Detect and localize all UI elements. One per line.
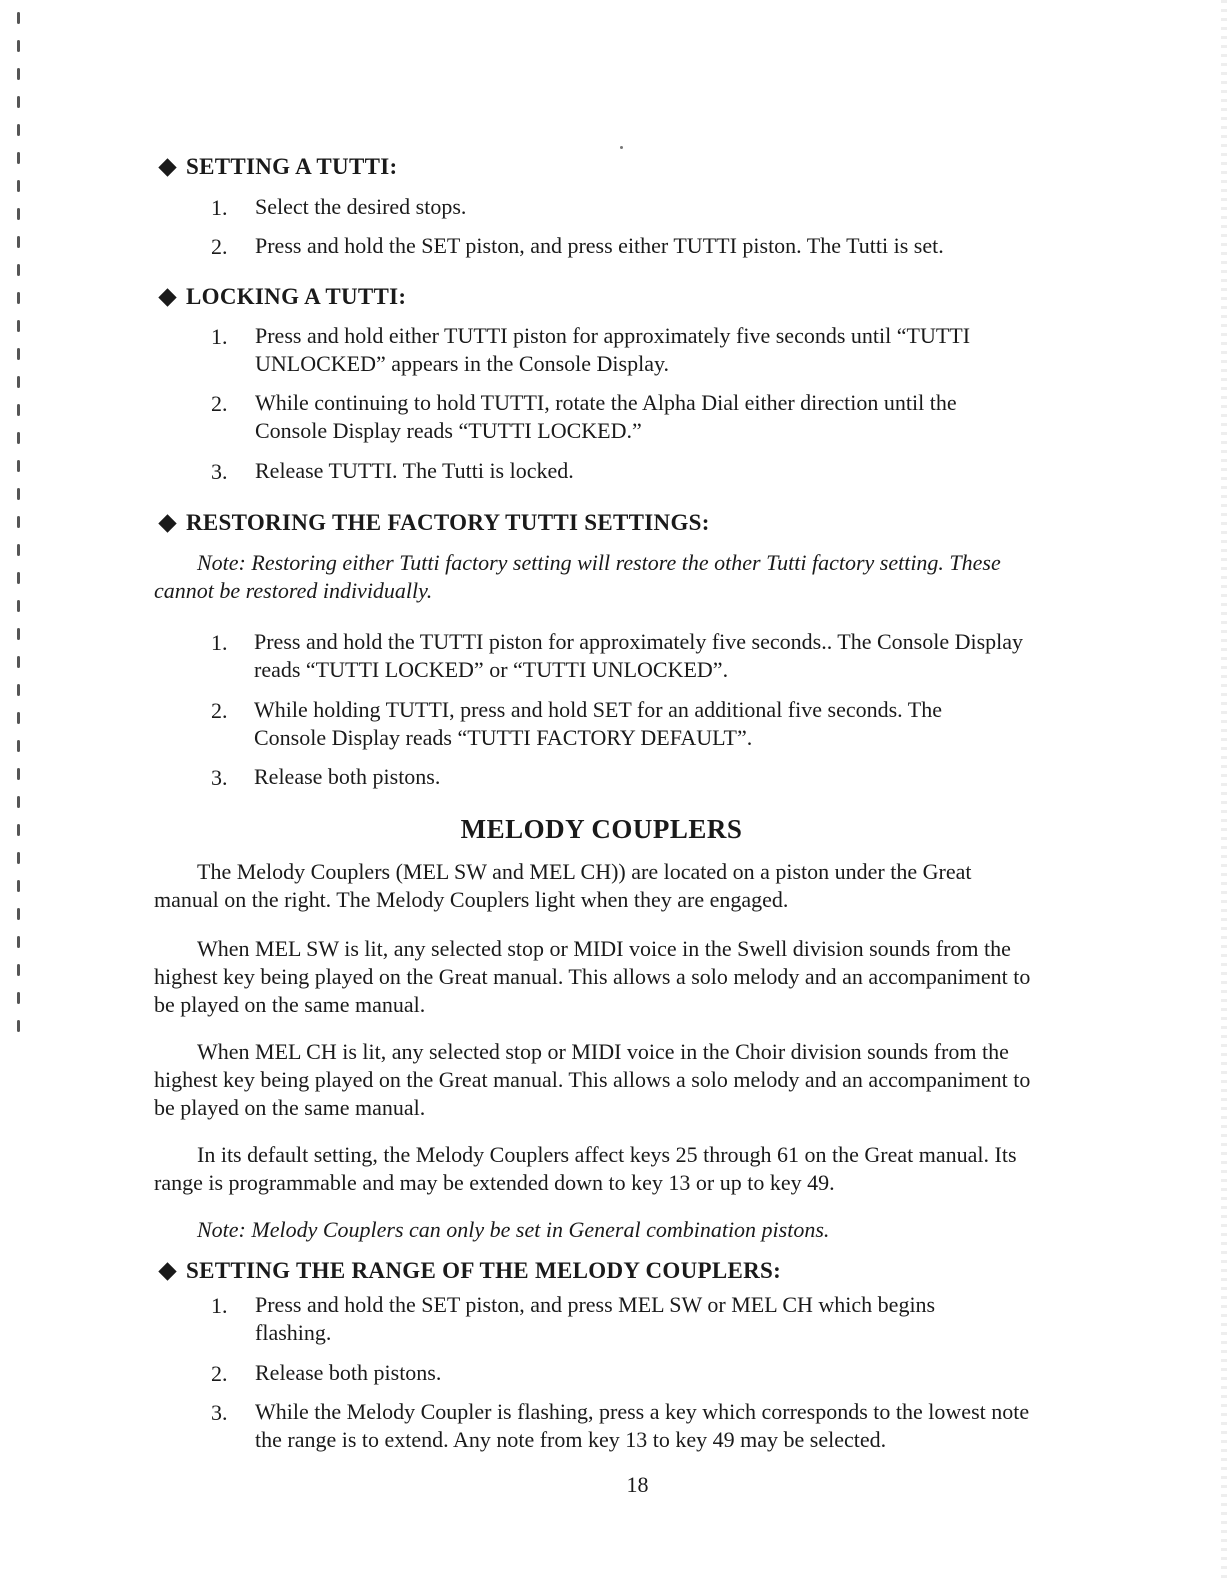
diamond-bullet-icon — [158, 1262, 176, 1280]
diamond-bullet-icon — [158, 514, 176, 532]
section-title: MELODY COUPLERS — [460, 814, 743, 844]
restore-note: Note: Restoring either Tutti factory setting will restore the other Tutti factory setting. These cannot be restored individually. — [154, 550, 1001, 603]
step-text: Press and hold the TUTTI piston for approximately five seconds.. The Console Display reads “TUTTI LOCKED” or “TUTTI UNLOCKED”. — [254, 629, 1024, 682]
page-number: 18 — [626, 1472, 649, 1497]
paragraph: When MEL CH is lit, any selected stop or MIDI voice in the Choir division sounds from the highest key being played on the Great manual. This allows a solo melody and an accompaniment to be played on the same manual. — [154, 1039, 1031, 1120]
step-text: Release both pistons. — [255, 1360, 442, 1385]
step-text: Select the desired stops. — [255, 194, 467, 219]
paragraph: In its default setting, the Melody Couplers affect keys 25 through 61 on the Great manual. Its range is programmable and may be extended down to key 13 or up to key 49. — [154, 1142, 1017, 1195]
step-number: 1. — [211, 324, 228, 349]
step-text: Release TUTTI. The Tutti is locked. — [255, 458, 574, 483]
step-number: 3. — [211, 765, 228, 790]
step-number: 1. — [211, 195, 228, 220]
step-number: 3. — [211, 459, 228, 484]
melody-note: Note: Melody Couplers can only be set in General combination pistons. — [197, 1217, 830, 1242]
step-text: Press and hold either TUTTI piston for approximately five seconds until “TUTTI UNLOCKED” appears in the Console Display. — [255, 323, 971, 376]
step-text: While continuing to hold TUTTI, rotate the Alpha Dial either direction until the Console Display reads “TUTTI LOCKED.” — [255, 390, 957, 443]
step-text: Press and hold the SET piston, and press MEL SW or MEL CH which begins flashing. — [255, 1292, 936, 1345]
step-number: 2. — [211, 234, 228, 259]
step-text: While the Melody Coupler is flashing, press a key which corresponds to the lowest note the range is to extend. Any note from key 13 to key 49 may be selected. — [255, 1399, 1030, 1452]
step-number: 2. — [211, 391, 228, 416]
heading-setting-tutti: SETTING A TUTTI: — [157, 154, 397, 180]
heading-melody-range: SETTING THE RANGE OF THE MELODY COUPLERS: — [157, 1258, 781, 1284]
step-number: 2. — [211, 698, 228, 723]
step-text: While holding TUTTI, press and hold SET for an additional five seconds. The Console Display reads “TUTTI FACTORY DEFAULT”. — [254, 697, 942, 750]
paragraph: When MEL SW is lit, any selected stop or MIDI voice in the Swell division sounds from the highest key being played on the Great manual. This allows a solo melody and an accompaniment to be played on the same manual. — [154, 936, 1031, 1017]
step-number: 1. — [211, 630, 228, 655]
step-text: Press and hold the SET piston, and press either TUTTI piston. The Tutti is set. — [255, 233, 944, 258]
step-number: 3. — [211, 1400, 228, 1425]
step-text: Release both pistons. — [254, 764, 441, 789]
step-number: 1. — [211, 1293, 228, 1318]
paragraph: The Melody Couplers (MEL SW and MEL CH)) are located on a piston under the Great manual on the right. The Melody Couplers light when they are engaged. — [154, 859, 972, 912]
diamond-bullet-icon — [158, 288, 176, 306]
heading-restoring-tutti: RESTORING THE FACTORY TUTTI SETTINGS: — [157, 510, 710, 536]
diamond-bullet-icon — [158, 158, 176, 176]
heading-locking-tutti: LOCKING A TUTTI: — [157, 284, 406, 310]
step-number: 2. — [211, 1361, 228, 1386]
